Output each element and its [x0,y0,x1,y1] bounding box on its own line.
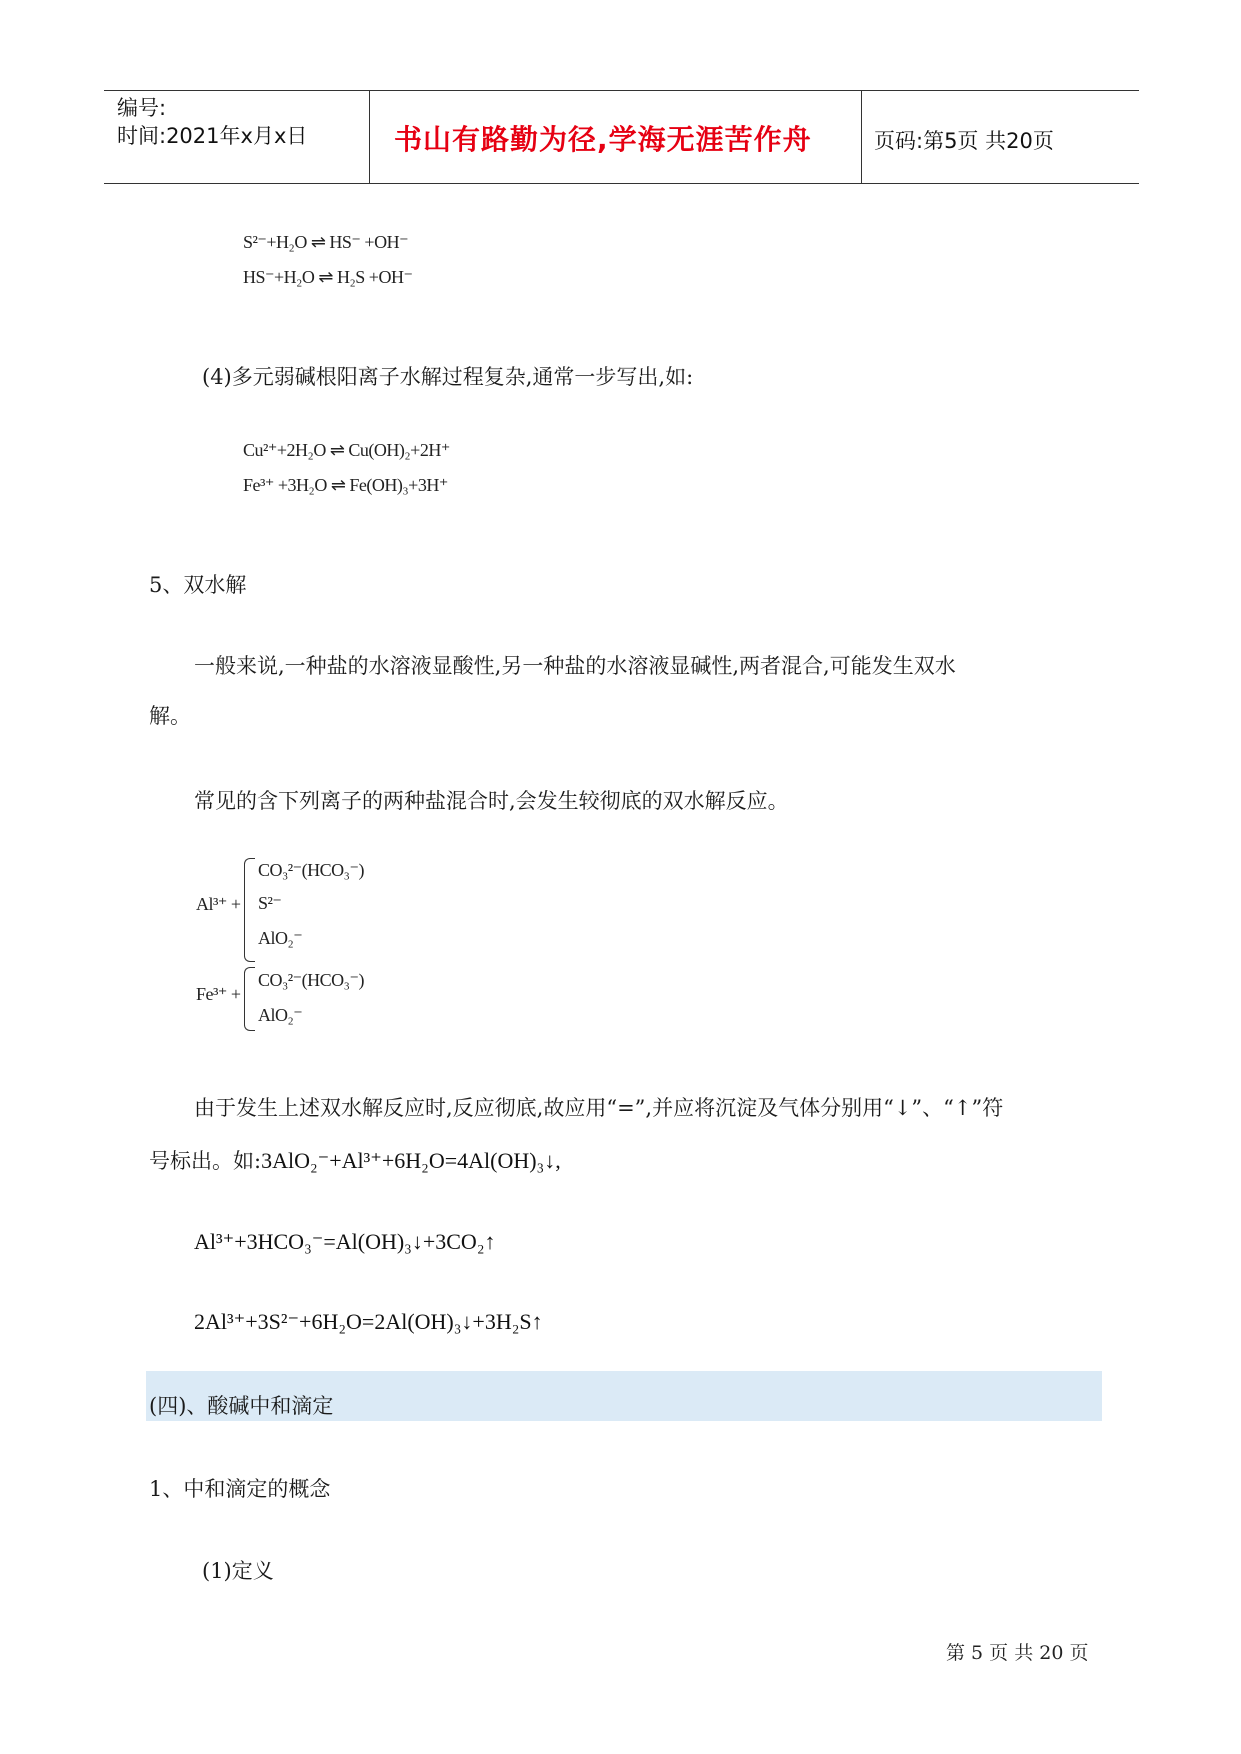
fe-ion-label: Fe³⁺ + [196,984,241,1004]
subsection-1-1-heading: (1)定义 [202,1559,274,1583]
header-number-label: 编号: [117,96,167,120]
equation-hs-hydrolysis: HS⁻+H₂O ⇌ H₂S +OH⁻ [243,267,413,287]
equation-example-2: Al³⁺+3HCO₃⁻=Al(OH)₃↓+3CO₂↑ [194,1229,496,1254]
paragraph-general-line2: 解。 [149,704,191,728]
al-brace [244,858,255,962]
al-item-carbonate: CO₃²⁻(HCO₃⁻) [258,860,364,880]
equation-example-1: 3AlO₂⁻+Al³⁺+6H₂O=4Al(OH)₃↓, [261,1148,561,1173]
paragraph-common-ions: 常见的含下列离子的两种盐混合时,会发生较彻底的双水解反应。 [194,789,789,813]
paragraph-due-line1: 由于发生上述双水解反应时,反应彻底,故应用“=”,并应将沉淀及气体分别用“↓”、“↑”符 [194,1096,1004,1120]
equation-cu-hydrolysis: Cu²⁺+2H₂O ⇌ Cu(OH)₂+2H⁺ [243,440,450,460]
fe-item-aluminate: AlO₂⁻ [258,1005,303,1025]
page-footer: 第 5 页 共 20 页 [946,1642,1089,1664]
equation-fe-hydrolysis: Fe³⁺ +3H₂O ⇌ Fe(OH)₃+3H⁺ [243,475,448,495]
header-divider-right [861,90,862,183]
paragraph-general-line1: 一般来说,一种盐的水溶液显酸性,另一种盐的水溶液显碱性,两者混合,可能发生双水 [194,654,956,678]
al-item-aluminate: AlO₂⁻ [258,928,303,948]
equation-s2-hydrolysis: S²⁻+H₂O ⇌ HS⁻ +OH⁻ [243,232,409,252]
header-motto: 书山有路勤为径,学海无涯苦作舟 [394,123,812,156]
section-5-heading: 5、双水解 [149,573,247,597]
header-page-label: 页码:第5页 共20页 [874,129,1054,153]
al-item-sulfide: S²⁻ [258,893,282,913]
section-four-heading: (四)、酸碱中和滴定 [149,1394,334,1418]
paragraph-4: (4)多元弱碱根阳离子水解过程复杂,通常一步写出,如: [202,365,694,389]
fe-brace [244,967,255,1031]
paragraph-due-prefix: 号标出。如: [149,1149,262,1173]
al-ion-label: Al³⁺ + [196,894,241,914]
equation-example-3: 2Al³⁺+3S²⁻+6H₂O=2Al(OH)₃↓+3H₂S↑ [194,1309,543,1334]
fe-item-carbonate: CO₃²⁻(HCO₃⁻) [258,970,364,990]
header-time-label: 时间:2021年x月x日 [117,124,308,148]
header-top-rule [104,90,1139,91]
subsection-1-heading: 1、中和滴定的概念 [149,1477,331,1501]
header-bottom-rule [104,183,1139,184]
header-divider-left [369,90,370,183]
paragraph-due-line2 [149,1146,561,1176]
